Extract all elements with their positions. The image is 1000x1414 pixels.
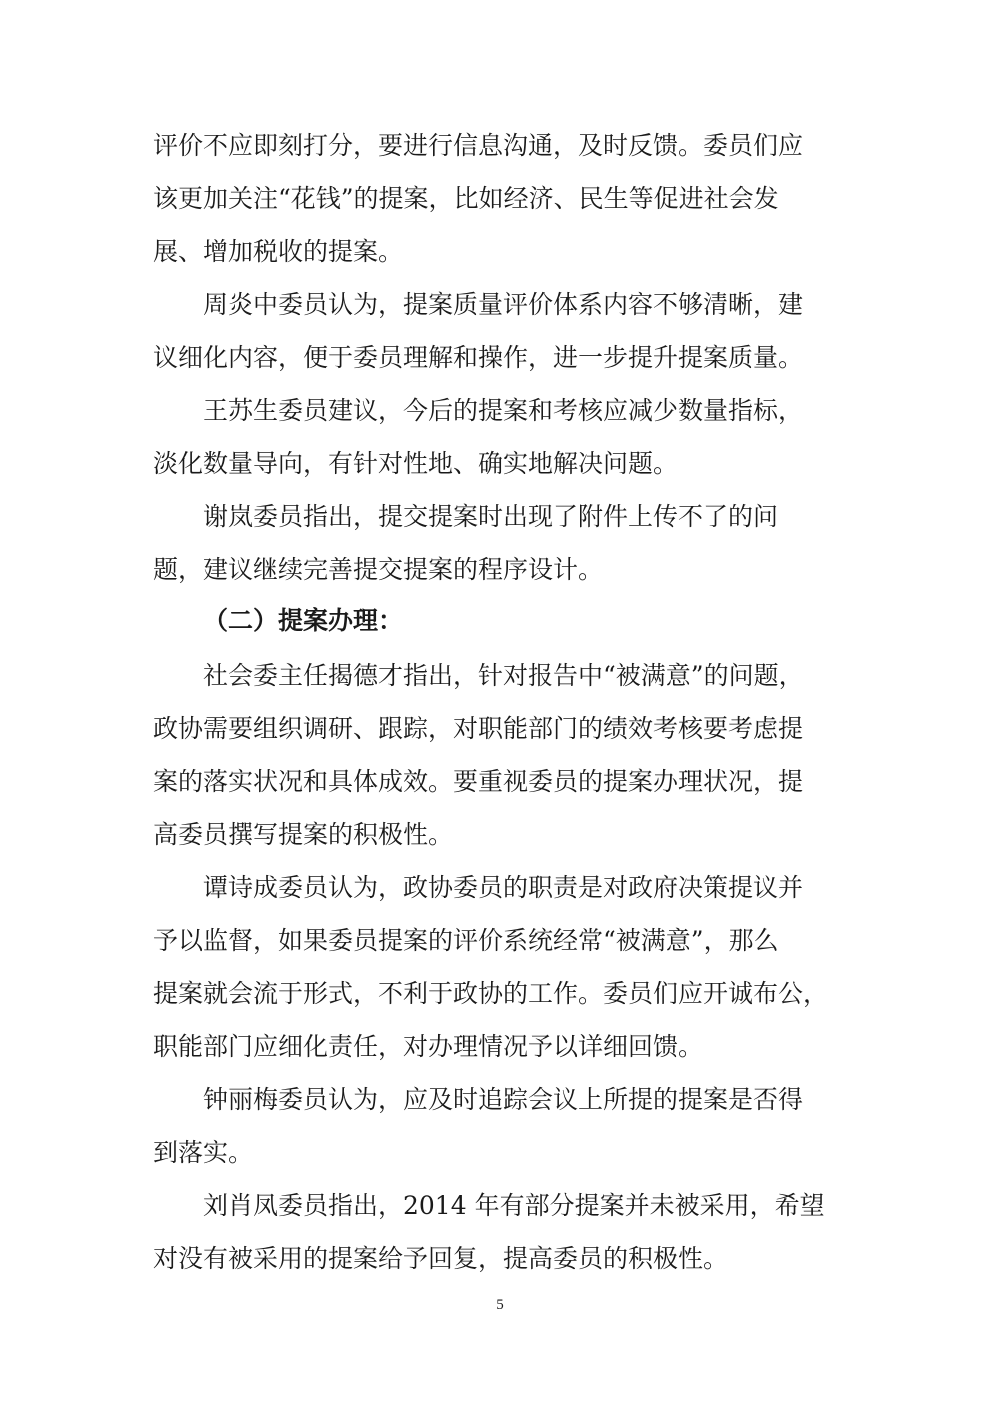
body-text-line: 予以监督，如果委员提案的评价系统经常“被满意”，那么 (153, 926, 779, 955)
body-text-line: 议细化内容，便于委员理解和操作，进一步提升提案质量。 (153, 343, 804, 372)
body-text-line: 刘肖凤委员指出，2014 年有部分提案并未被采用，希望 (203, 1191, 825, 1220)
body-text-line: 评价不应即刻打分，要进行信息沟通，及时反馈。委员们应 (153, 131, 804, 160)
body-text-line: 案的落实状况和具体成效。要重视委员的提案办理状况，提 (153, 767, 804, 796)
body-text-line: 高委员撰写提案的积极性。 (153, 820, 454, 849)
body-text-line: 钟丽梅委员认为，应及时追踪会议上所提的提案是否得 (203, 1085, 804, 1114)
body-text-line: 王苏生委员建议，今后的提案和考核应减少数量指标， (203, 396, 804, 425)
body-text-line: 谢岚委员指出，提交提案时出现了附件上传不了的问 (203, 502, 779, 531)
body-text-line: 提案就会流于形式，不利于政协的工作。委员们应开诚布公， (153, 979, 829, 1008)
body-text-line: 对没有被采用的提案给予回复，提高委员的积极性。 (153, 1244, 729, 1273)
body-text-line: 政协需要组织调研、跟踪，对职能部门的绩效考核要考虑提 (153, 714, 804, 743)
body-text-line: 谭诗成委员认为，政协委员的职责是对政府决策提议并 (203, 873, 804, 902)
body-text-line: 职能部门应细化责任，对办理情况予以详细回馈。 (153, 1032, 704, 1061)
body-text-line: 社会委主任揭德才指出，针对报告中“被满意”的问题， (203, 661, 804, 690)
body-text-line: 周炎中委员认为，提案质量评价体系内容不够清晰，建 (203, 290, 804, 319)
body-text-line: 淡化数量导向，有针对性地、确实地解决问题。 (153, 449, 679, 478)
body-text-line: 题，建议继续完善提交提案的程序设计。 (153, 555, 604, 584)
body-text-line: 到落实。 (153, 1138, 254, 1167)
section-heading: （二）提案办理： (203, 606, 404, 635)
page-number: 5 (496, 1297, 504, 1313)
body-text-line: 展、增加税收的提案。 (153, 237, 404, 266)
body-text-line: 该更加关注“花钱”的提案，比如经济、民生等促进社会发 (153, 184, 779, 213)
